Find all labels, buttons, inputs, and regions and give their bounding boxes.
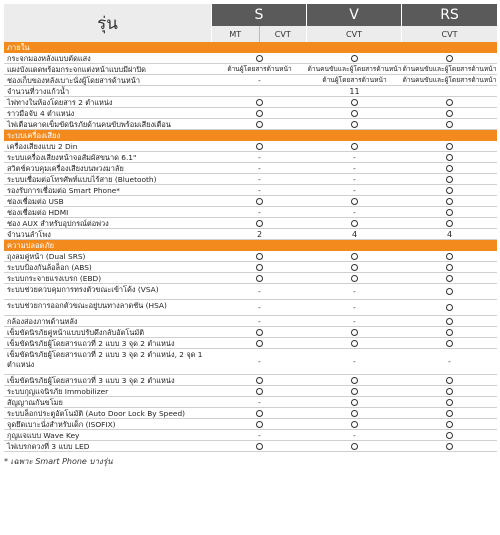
spec-cell bbox=[212, 273, 307, 283]
spec-cell bbox=[402, 108, 497, 118]
spec-cell bbox=[307, 174, 402, 184]
availability-circle-icon bbox=[351, 377, 358, 384]
table-row bbox=[4, 397, 497, 408]
feature-label: ราวมือจับ 4 ตำแหน่ง bbox=[7, 109, 75, 118]
spec-cell bbox=[402, 397, 497, 407]
availability-circle-icon bbox=[351, 110, 358, 117]
not-available-dash: - bbox=[353, 174, 356, 184]
cell-value: 4 bbox=[446, 229, 453, 239]
availability-circle-icon bbox=[446, 275, 453, 282]
feature-label: เข็มขัดนิรภัยผู้โดยสารแถวที่ 3 แบบ 3 จุด 2 ตำแหน่ง bbox=[7, 376, 175, 385]
feature-label: เข็มขัดนิรภัยผู้โดยสารแถวที่ 2 แบบ 3 จุด 2 ตำแหน่ง bbox=[7, 339, 175, 348]
table-row bbox=[4, 75, 497, 86]
availability-circle-icon bbox=[256, 340, 263, 347]
footnote: * เฉพาะ Smart Phone บางรุ่น bbox=[4, 457, 113, 466]
spec-cell bbox=[212, 163, 307, 173]
spec-cell bbox=[212, 327, 307, 337]
availability-circle-icon bbox=[446, 340, 453, 347]
spec-cell bbox=[307, 64, 402, 74]
availability-circle-icon bbox=[256, 275, 263, 282]
availability-circle-icon bbox=[446, 329, 453, 336]
feature-label: เครื่องเสียงแบบ 2 Din bbox=[7, 142, 78, 151]
spec-cell bbox=[402, 441, 497, 451]
not-available-dash: - bbox=[258, 430, 261, 440]
availability-circle-icon bbox=[256, 99, 263, 106]
table-body bbox=[4, 42, 497, 452]
table-row bbox=[4, 163, 497, 174]
feature-label: เข็มขัดนิรภัยผู้โดยสารแถวที่ 2 แบบ 3 จุด 2 ตำแหน่ง, 2 จุด 1 ตำแหน่ง bbox=[7, 350, 203, 369]
not-available-dash: - bbox=[258, 303, 261, 312]
spec-cell bbox=[307, 300, 402, 315]
spec-cell bbox=[307, 185, 402, 195]
availability-circle-icon bbox=[351, 340, 358, 347]
availability-circle-icon bbox=[256, 421, 263, 428]
spec-cell bbox=[212, 174, 307, 184]
spec-cell bbox=[307, 229, 402, 239]
cell-value: 2 bbox=[256, 229, 263, 239]
spec-cell bbox=[212, 141, 307, 151]
availability-circle-icon bbox=[446, 220, 453, 227]
availability-circle-icon bbox=[256, 377, 263, 384]
spec-cell bbox=[307, 441, 402, 451]
spec-cell bbox=[212, 251, 307, 261]
spec-cell bbox=[212, 53, 307, 63]
availability-circle-icon bbox=[446, 121, 453, 128]
feature-label: สวิตช์ควบคุมเครื่องเสียงบนพวงมาลัย bbox=[7, 164, 124, 173]
feature-label: ช่องเก็บของหลังเบาะนั่งผู้โดยสารด้านหน้า bbox=[7, 76, 140, 85]
spec-cell bbox=[307, 262, 402, 272]
section-header: ระบบเครื่องเสียง bbox=[4, 130, 497, 141]
not-available-dash: - bbox=[353, 185, 356, 195]
feature-label: ระบบช่วยการออกตัวขณะอยู่บนทางลาดชัน (HSA) bbox=[7, 301, 167, 310]
cell-value: ด้านผู้โดยสารด้านหน้า bbox=[322, 76, 387, 84]
availability-circle-icon bbox=[256, 55, 263, 62]
availability-circle-icon bbox=[351, 121, 358, 128]
cell-value: 11 bbox=[349, 86, 360, 96]
availability-circle-icon bbox=[446, 55, 453, 62]
spec-cell bbox=[402, 163, 497, 173]
cell-value: ด้านคนขับและผู้โดยสารด้านหน้า bbox=[307, 65, 402, 73]
feature-label: รองรับการเชื่อมต่อ Smart Phone* bbox=[7, 186, 121, 195]
availability-circle-icon bbox=[446, 388, 453, 395]
spec-cell bbox=[402, 141, 497, 151]
availability-circle-icon bbox=[351, 388, 358, 395]
feature-label: กระจกมองหลังแบบตัดแสง bbox=[7, 54, 91, 63]
spec-cell bbox=[212, 119, 307, 129]
not-available-dash: - bbox=[258, 287, 261, 296]
spec-cell bbox=[212, 229, 307, 239]
spec-cell bbox=[212, 262, 307, 272]
spec-cell bbox=[307, 108, 402, 118]
table-row bbox=[4, 229, 497, 240]
availability-circle-icon bbox=[446, 304, 453, 311]
table-header bbox=[4, 4, 497, 42]
transmission-label: CVT bbox=[259, 26, 307, 42]
availability-circle-icon bbox=[446, 187, 453, 194]
not-available-dash: - bbox=[258, 397, 261, 407]
availability-circle-icon bbox=[351, 198, 358, 205]
not-available-dash: - bbox=[353, 430, 356, 440]
availability-circle-icon bbox=[446, 99, 453, 106]
table-row bbox=[4, 408, 497, 419]
feature-label: ช่อง AUX สำหรับอุปกรณ์ต่อพ่วง bbox=[7, 219, 109, 228]
availability-circle-icon bbox=[351, 275, 358, 282]
availability-circle-icon bbox=[446, 421, 453, 428]
spec-cell bbox=[307, 419, 402, 429]
section-header: ภายใน bbox=[4, 42, 497, 53]
availability-circle-icon bbox=[351, 55, 358, 62]
spec-cell bbox=[402, 64, 497, 74]
spec-cell bbox=[402, 152, 497, 162]
header-model-s bbox=[212, 4, 307, 42]
spec-cell bbox=[212, 196, 307, 206]
spec-cell bbox=[212, 375, 307, 385]
feature-label: ระบบป้องกันล้อล็อก (ABS) bbox=[7, 263, 92, 272]
spec-cell bbox=[212, 284, 307, 299]
availability-circle-icon bbox=[351, 421, 358, 428]
spec-cell bbox=[307, 273, 402, 283]
spec-cell bbox=[402, 207, 497, 217]
table-row bbox=[4, 86, 497, 97]
availability-circle-icon bbox=[446, 264, 453, 271]
spec-cell bbox=[307, 97, 402, 107]
availability-circle-icon bbox=[446, 318, 453, 325]
not-available-dash: - bbox=[353, 152, 356, 162]
spec-cell bbox=[212, 316, 307, 326]
spec-cell bbox=[402, 349, 497, 374]
spec-table bbox=[4, 4, 497, 468]
header-feature-title: รุ่น bbox=[4, 4, 212, 42]
table-row bbox=[4, 152, 497, 163]
table-row bbox=[4, 430, 497, 441]
spec-cell bbox=[402, 75, 497, 85]
availability-circle-icon bbox=[351, 220, 358, 227]
table-row bbox=[4, 207, 497, 218]
availability-circle-icon bbox=[351, 329, 358, 336]
spec-cell bbox=[307, 338, 402, 348]
transmission-row bbox=[307, 26, 401, 42]
spec-cell bbox=[402, 53, 497, 63]
not-available-dash: - bbox=[258, 207, 261, 217]
not-available-dash: - bbox=[353, 303, 356, 312]
feature-label: กุญแจแบบ Wave Key bbox=[7, 431, 80, 440]
not-available-dash: - bbox=[448, 357, 451, 366]
feature-label: จำนวนที่วางแก้วน้ำ bbox=[7, 87, 70, 96]
transmission-label: CVT bbox=[441, 29, 458, 39]
availability-circle-icon bbox=[351, 399, 358, 406]
not-available-dash: - bbox=[353, 287, 356, 296]
availability-circle-icon bbox=[446, 143, 453, 150]
spec-cell bbox=[212, 207, 307, 217]
spec-cell bbox=[402, 229, 497, 239]
availability-circle-icon bbox=[446, 209, 453, 216]
feature-label: ช่องเชื่อมต่อ USB bbox=[7, 197, 64, 206]
availability-circle-icon bbox=[446, 377, 453, 384]
spec-cell bbox=[402, 419, 497, 429]
spec-cell bbox=[402, 185, 497, 195]
spec-cell bbox=[212, 108, 307, 118]
spec-cell bbox=[402, 386, 497, 396]
availability-circle-icon bbox=[351, 264, 358, 271]
spec-cell bbox=[212, 97, 307, 107]
not-available-dash: - bbox=[258, 152, 261, 162]
spec-cell bbox=[402, 338, 497, 348]
table-row bbox=[4, 251, 497, 262]
availability-circle-icon bbox=[256, 143, 263, 150]
not-available-dash: - bbox=[258, 174, 261, 184]
availability-circle-icon bbox=[351, 410, 358, 417]
table-row bbox=[4, 419, 497, 430]
availability-circle-icon bbox=[446, 253, 453, 260]
feature-label: ระบบล็อกประตูอัตโนมัติ (Auto Door Lock By Speed) bbox=[7, 409, 186, 418]
spec-cell bbox=[402, 430, 497, 440]
feature-label: ไฟเตือนคาดเข็มขัดนิรภัยด้านคนขับพร้อมเสียงเตือน bbox=[7, 120, 171, 129]
spec-cell bbox=[307, 316, 402, 326]
spec-cell bbox=[402, 375, 497, 385]
availability-circle-icon bbox=[446, 288, 453, 295]
spec-cell bbox=[307, 75, 402, 85]
table-row bbox=[4, 316, 497, 327]
spec-cell bbox=[307, 327, 402, 337]
not-available-dash: - bbox=[258, 163, 261, 173]
spec-cell bbox=[212, 419, 307, 429]
availability-circle-icon bbox=[256, 443, 263, 450]
spec-cell bbox=[212, 349, 307, 374]
spec-cell bbox=[212, 300, 307, 315]
not-available-dash: - bbox=[353, 316, 356, 326]
availability-circle-icon bbox=[446, 176, 453, 183]
table-row bbox=[4, 196, 497, 207]
spec-cell bbox=[402, 262, 497, 272]
table-row bbox=[4, 386, 497, 397]
spec-cell bbox=[307, 397, 402, 407]
availability-circle-icon bbox=[256, 410, 263, 417]
table-row bbox=[4, 53, 497, 64]
cell-value: ด้านคนขับและผู้โดยสารด้านหน้า bbox=[402, 76, 497, 84]
spec-cell bbox=[307, 53, 402, 63]
cell-value: ด้านผู้โดยสารด้านหน้า bbox=[227, 65, 292, 73]
spec-cell bbox=[402, 273, 497, 283]
table-row bbox=[4, 174, 497, 185]
availability-circle-icon bbox=[256, 264, 263, 271]
availability-circle-icon bbox=[351, 99, 358, 106]
spec-cell bbox=[307, 196, 402, 206]
spec-cell bbox=[212, 338, 307, 348]
spanned-cell bbox=[212, 86, 497, 96]
table-row bbox=[4, 141, 497, 152]
feature-label: จำนวนลำโพง bbox=[7, 230, 51, 239]
feature-label: สัญญาณกันขโมย bbox=[7, 398, 63, 407]
availability-circle-icon bbox=[446, 110, 453, 117]
spec-cell bbox=[402, 218, 497, 228]
table-row bbox=[4, 349, 497, 375]
spec-cell bbox=[307, 163, 402, 173]
spec-cell bbox=[402, 327, 497, 337]
feature-label: ระบบกุญแจนิรภัย Immobilizer bbox=[7, 387, 109, 396]
availability-circle-icon bbox=[256, 253, 263, 260]
spec-cell bbox=[212, 441, 307, 451]
table-row bbox=[4, 218, 497, 229]
availability-circle-icon bbox=[446, 443, 453, 450]
spec-cell bbox=[307, 152, 402, 162]
spec-cell bbox=[307, 119, 402, 129]
feature-label: ช่องเชื่อมต่อ HDMI bbox=[7, 208, 69, 217]
not-available-dash: - bbox=[353, 357, 356, 366]
table-row bbox=[4, 441, 497, 452]
spec-cell bbox=[307, 375, 402, 385]
table-row bbox=[4, 284, 497, 300]
spec-cell bbox=[212, 64, 307, 74]
availability-circle-icon bbox=[256, 329, 263, 336]
not-available-dash: - bbox=[353, 163, 356, 173]
availability-circle-icon bbox=[351, 143, 358, 150]
spec-cell bbox=[307, 251, 402, 261]
availability-circle-icon bbox=[256, 388, 263, 395]
spec-cell bbox=[402, 408, 497, 418]
spec-cell bbox=[307, 386, 402, 396]
feature-label: ระบบกระจายแรงเบรก (EBD) bbox=[7, 274, 102, 283]
spec-cell bbox=[402, 284, 497, 299]
spec-cell bbox=[212, 75, 307, 85]
not-available-dash: - bbox=[258, 357, 261, 366]
section-header: ความปลอดภัย bbox=[4, 240, 497, 251]
feature-label: เข็มขัดนิรภัยคู่หน้าแบบปรับดึงกลับอัตโนมัติ bbox=[7, 328, 145, 337]
spec-cell bbox=[212, 218, 307, 228]
table-row bbox=[4, 300, 497, 316]
spec-cell bbox=[402, 196, 497, 206]
spec-cell bbox=[307, 408, 402, 418]
availability-circle-icon bbox=[256, 121, 263, 128]
availability-circle-icon bbox=[446, 198, 453, 205]
table-row bbox=[4, 262, 497, 273]
spec-cell bbox=[307, 141, 402, 151]
cell-value: ด้านคนขับและผู้โดยสารด้านหน้า bbox=[402, 65, 497, 73]
feature-label: ระบบเครื่องเสียงหน้าจอสัมผัสขนาด 6.1" bbox=[7, 153, 137, 162]
transmission-row bbox=[402, 26, 497, 42]
availability-circle-icon bbox=[446, 399, 453, 406]
transmission-label: CVT bbox=[346, 29, 362, 39]
table-row bbox=[4, 338, 497, 349]
spec-cell bbox=[402, 300, 497, 315]
availability-circle-icon bbox=[446, 165, 453, 172]
table-row bbox=[4, 327, 497, 338]
spec-cell bbox=[212, 397, 307, 407]
table-row bbox=[4, 64, 497, 75]
spec-cell bbox=[212, 185, 307, 195]
not-available-dash: - bbox=[258, 316, 261, 326]
feature-label: ไฟเบรกดวงที่ 3 แบบ LED bbox=[7, 442, 90, 451]
spec-cell bbox=[402, 97, 497, 107]
spec-cell bbox=[212, 386, 307, 396]
spec-cell bbox=[307, 430, 402, 440]
spec-cell bbox=[307, 218, 402, 228]
feature-label: แผงบังแดดพร้อมกระจกแต่งหน้าแบบมีฝาปิด bbox=[7, 65, 146, 74]
model-name: RS bbox=[402, 4, 497, 26]
feature-label: ระบบช่วยควบคุมการทรงตัวขณะเข้าโค้ง (VSA) bbox=[7, 285, 159, 294]
transmission-row bbox=[212, 26, 306, 42]
spec-cell bbox=[307, 349, 402, 374]
not-available-dash: - bbox=[258, 185, 261, 195]
availability-circle-icon bbox=[351, 253, 358, 260]
availability-circle-icon bbox=[446, 410, 453, 417]
table-row bbox=[4, 273, 497, 284]
table-row bbox=[4, 375, 497, 386]
header-model-v bbox=[307, 4, 402, 42]
spec-cell bbox=[307, 207, 402, 217]
feature-label: จุดยึดเบาะนั่งสำหรับเด็ก (ISOFIX) bbox=[7, 420, 116, 429]
spec-cell bbox=[212, 408, 307, 418]
cell-value: 4 bbox=[351, 229, 358, 239]
spec-cell bbox=[402, 251, 497, 261]
table-row bbox=[4, 97, 497, 108]
table-row bbox=[4, 108, 497, 119]
spec-cell bbox=[307, 284, 402, 299]
model-name: V bbox=[307, 4, 401, 26]
spec-cell bbox=[212, 430, 307, 440]
spec-cell bbox=[402, 174, 497, 184]
availability-circle-icon bbox=[256, 198, 263, 205]
not-available-dash: - bbox=[353, 207, 356, 217]
availability-circle-icon bbox=[446, 154, 453, 161]
table-row bbox=[4, 185, 497, 196]
model-name: S bbox=[212, 4, 306, 26]
feature-label: ไฟทางในห้องโดยสาร 2 ตำแหน่ง bbox=[7, 98, 113, 107]
spec-cell bbox=[212, 152, 307, 162]
feature-label: ระบบเชื่อมต่อโทรศัพท์แบบไร้สาย (Bluetooth) bbox=[7, 175, 157, 184]
feature-label: กล้องส่องภาพด้านหลัง bbox=[7, 317, 78, 326]
table-row bbox=[4, 119, 497, 130]
feature-label: ถุงลมคู่หน้า (Dual SRS) bbox=[7, 252, 86, 261]
availability-circle-icon bbox=[446, 432, 453, 439]
availability-circle-icon bbox=[256, 110, 263, 117]
availability-circle-icon bbox=[351, 443, 358, 450]
not-available-dash: - bbox=[258, 75, 261, 85]
header-model-rs bbox=[402, 4, 497, 42]
spec-cell bbox=[402, 316, 497, 326]
availability-circle-icon bbox=[256, 220, 263, 227]
spec-cell bbox=[402, 119, 497, 129]
transmission-label: MT bbox=[229, 29, 242, 39]
